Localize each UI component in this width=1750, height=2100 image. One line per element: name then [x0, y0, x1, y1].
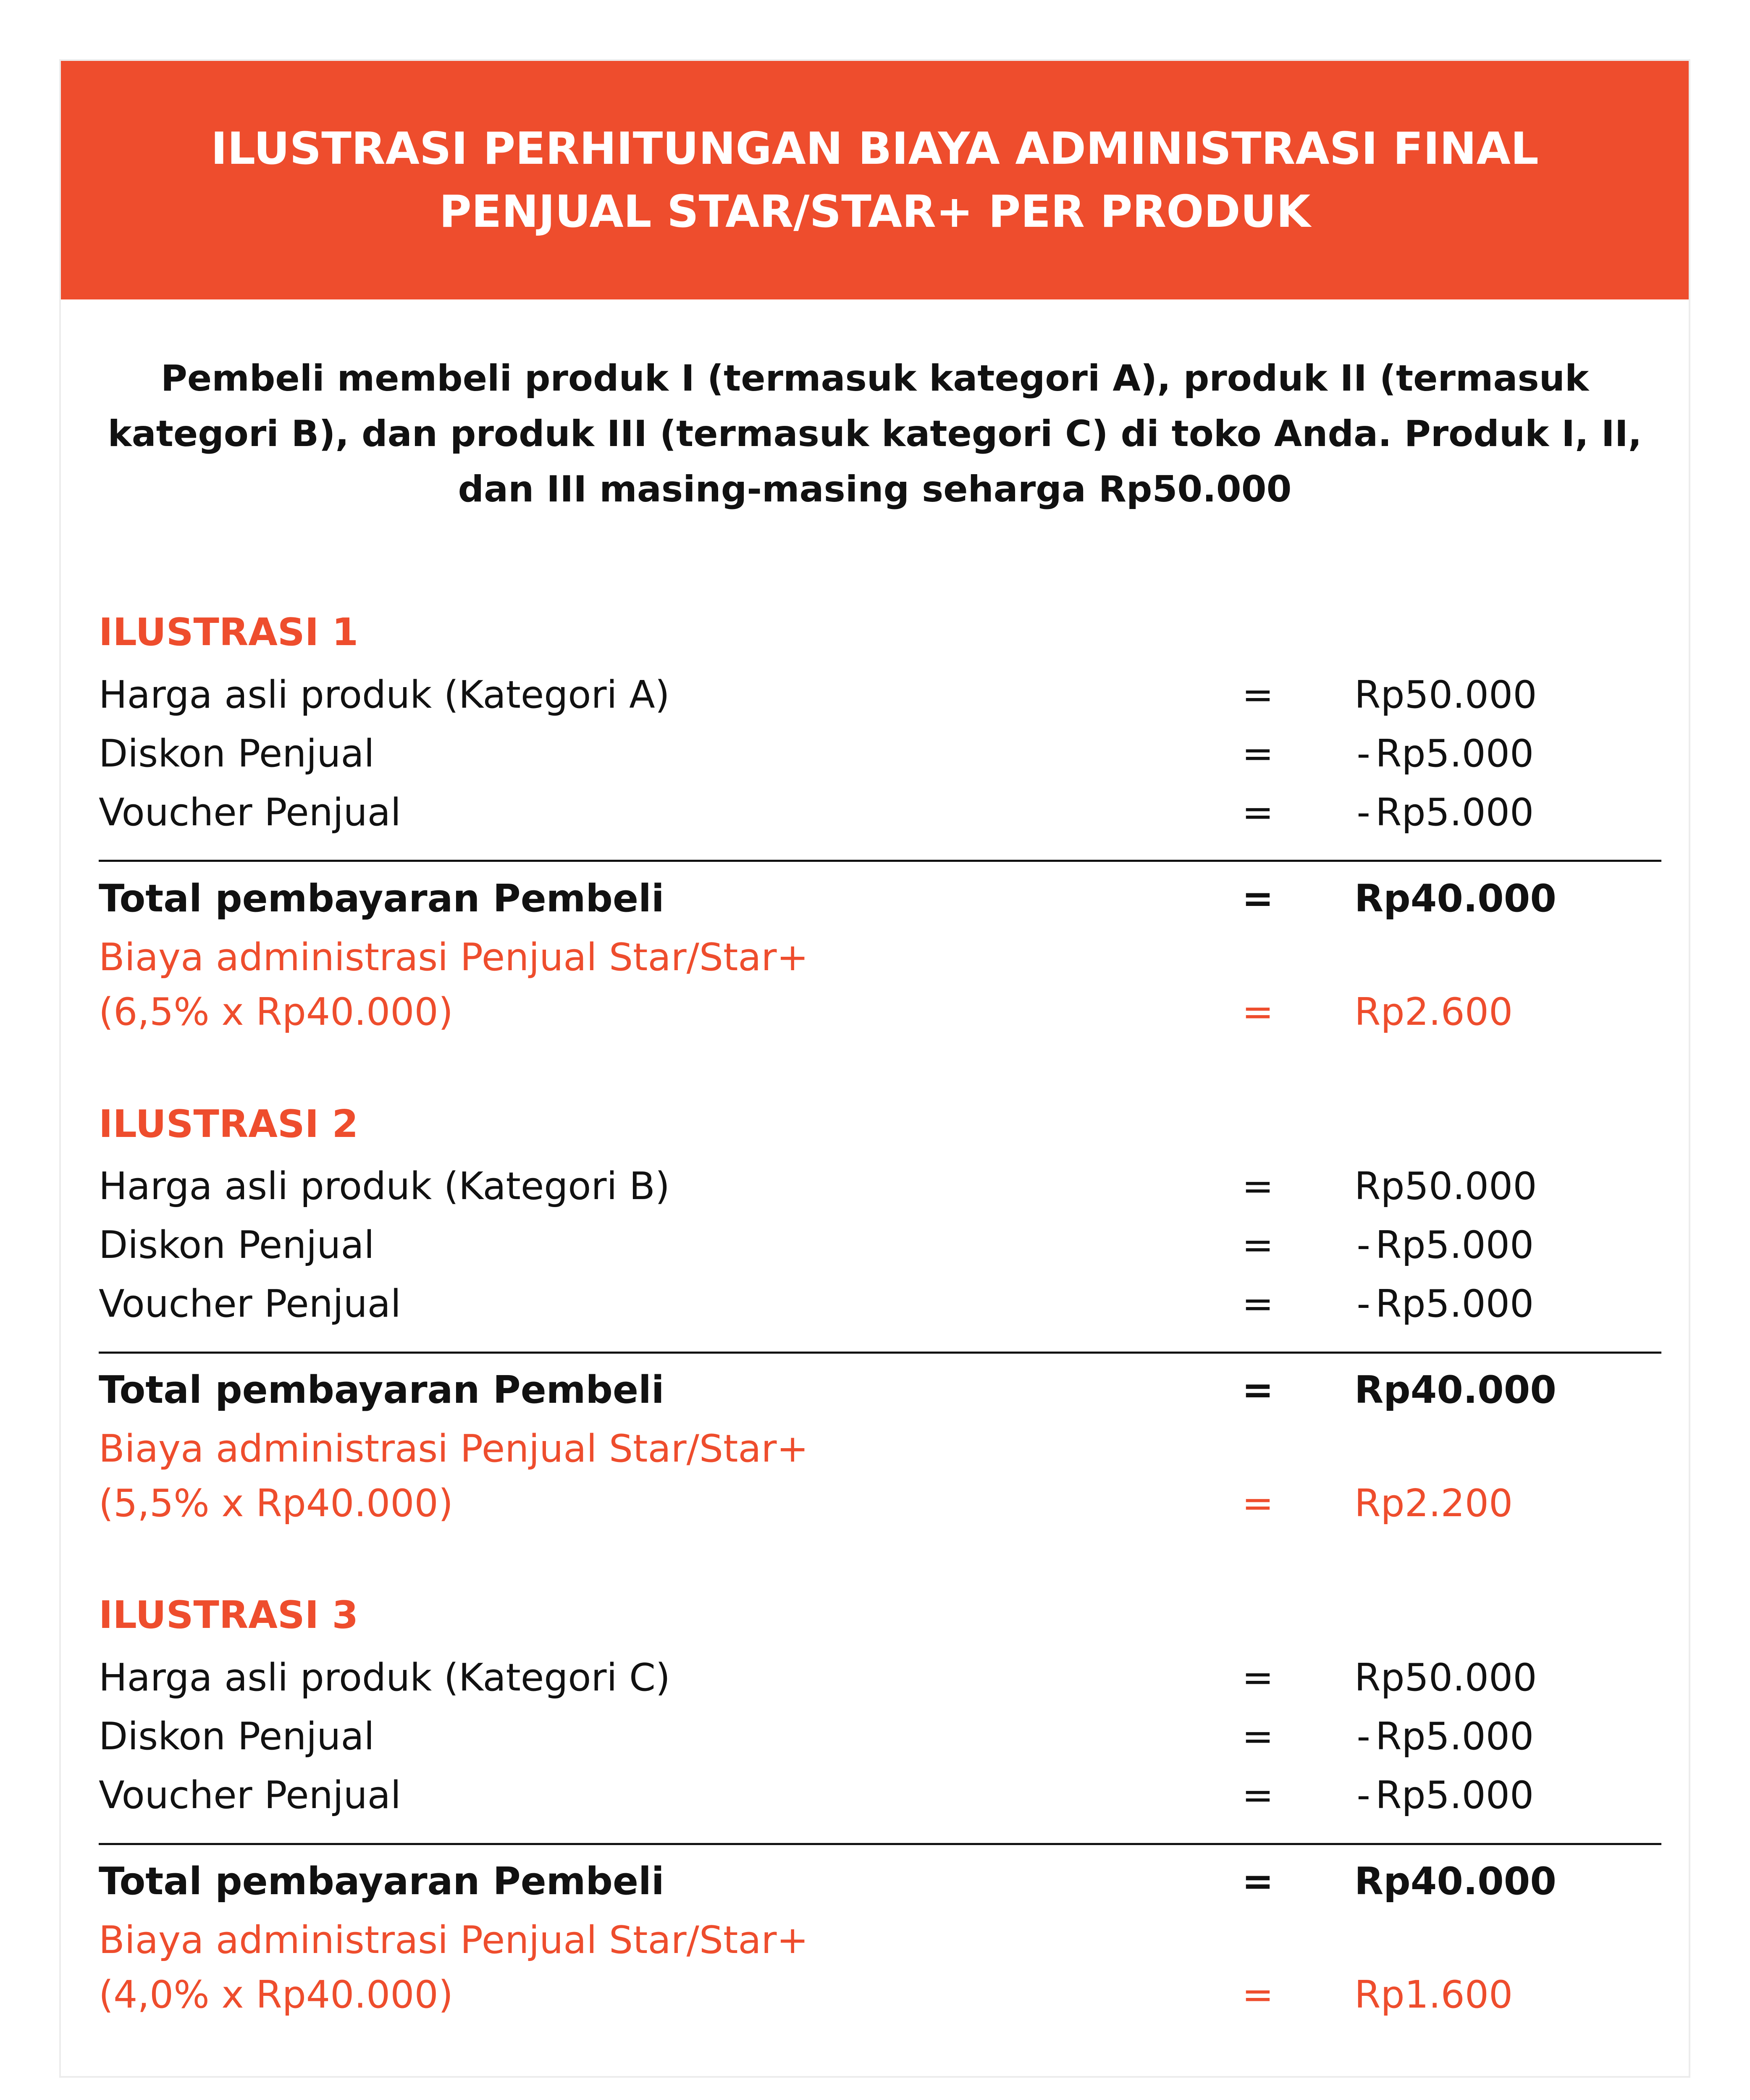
equals-sign: =	[1242, 1282, 1274, 1326]
voucher-value: Rp5.000	[1375, 790, 1534, 835]
total-label: Total pembayaran Pembeli	[99, 877, 664, 921]
intro-line-3: dan III masing-masing seharga Rp50.000	[458, 468, 1292, 510]
illustration-heading: ILUSTRASI 3	[99, 1593, 359, 1637]
discount-row	[61, 729, 1689, 779]
discount-value-group	[1356, 1220, 1534, 1270]
discount-value-group	[1356, 1712, 1534, 1762]
equals-sign: =	[1242, 1656, 1274, 1700]
fee-row	[61, 1970, 1689, 2020]
intro-paragraph	[61, 351, 1689, 517]
equals-sign: =	[1242, 1164, 1274, 1208]
price-label: Harga asli produk (Kategori B)	[99, 1164, 670, 1208]
fee-row	[61, 987, 1689, 1037]
discount-label: Diskon Penjual	[99, 1223, 375, 1267]
voucher-label: Voucher Penjual	[99, 1282, 401, 1326]
fee-label-line-1: Biaya administrasi Penjual Star/Star+	[99, 1918, 808, 1962]
discount-row	[61, 1220, 1689, 1270]
minus-sign: -	[1356, 790, 1370, 835]
minus-sign: -	[1356, 1714, 1370, 1759]
total-value: Rp40.000	[1354, 1368, 1557, 1412]
discount-label: Diskon Penjual	[99, 1714, 375, 1759]
voucher-label: Voucher Penjual	[99, 1773, 401, 1817]
voucher-row	[61, 788, 1689, 838]
voucher-value: Rp5.000	[1375, 1773, 1534, 1817]
voucher-value: Rp5.000	[1375, 1282, 1534, 1326]
equals-sign: =	[1242, 1368, 1274, 1412]
price-value: Rp50.000	[1354, 673, 1537, 717]
minus-sign: -	[1356, 732, 1370, 776]
voucher-row	[61, 1279, 1689, 1329]
fee-value: Rp2.200	[1354, 1481, 1513, 1525]
fee-label-line-2: (4,0% x Rp40.000)	[99, 1973, 453, 2017]
equals-sign: =	[1242, 1714, 1274, 1759]
fee-row	[61, 1478, 1689, 1529]
equals-sign: =	[1242, 673, 1274, 717]
price-row	[61, 1653, 1689, 1703]
voucher-label: Voucher Penjual	[99, 790, 401, 835]
price-value: Rp50.000	[1354, 1164, 1537, 1208]
equals-sign: =	[1242, 790, 1274, 835]
total-value: Rp40.000	[1354, 1859, 1557, 1903]
fee-label-line-2: (5,5% x Rp40.000)	[99, 1481, 453, 1525]
illustration-heading: ILUSTRASI 1	[99, 610, 359, 654]
price-row	[61, 1161, 1689, 1212]
fee-label-row	[61, 1424, 1689, 1474]
equals-sign: =	[1242, 1773, 1274, 1817]
total-row	[61, 1856, 1689, 1907]
fee-label-line-1: Biaya administrasi Penjual Star/Star+	[99, 1427, 808, 1471]
total-value: Rp40.000	[1354, 877, 1557, 921]
divider-line	[99, 1843, 1661, 1845]
discount-value: Rp5.000	[1375, 1223, 1534, 1267]
voucher-value-group	[1356, 1770, 1534, 1821]
equals-sign: =	[1242, 1973, 1274, 2017]
equals-sign: =	[1242, 1223, 1274, 1267]
discount-value: Rp5.000	[1375, 1714, 1534, 1759]
discount-value: Rp5.000	[1375, 732, 1534, 776]
equals-sign: =	[1242, 877, 1274, 921]
voucher-value-group	[1356, 788, 1534, 838]
price-row	[61, 670, 1689, 720]
equals-sign: =	[1242, 1859, 1274, 1903]
intro-line-2: kategori B), dan produk III (termasuk kategori C) di toko Anda. Produk I, II,	[108, 413, 1642, 455]
voucher-value-group	[1356, 1279, 1534, 1329]
equals-sign: =	[1242, 990, 1274, 1034]
fee-label-line-1: Biaya administrasi Penjual Star/Star+	[99, 935, 808, 979]
equals-sign: =	[1242, 732, 1274, 776]
discount-label: Diskon Penjual	[99, 732, 375, 776]
total-row	[61, 874, 1689, 924]
minus-sign: -	[1356, 1223, 1370, 1267]
fee-label-line-2: (6,5% x Rp40.000)	[99, 990, 453, 1034]
fee-label-row	[61, 1915, 1689, 1966]
discount-row	[61, 1712, 1689, 1762]
fee-value: Rp2.600	[1354, 990, 1513, 1034]
page-title-line-2: PENJUAL STAR/STAR+ PER PRODUK	[439, 186, 1311, 237]
title-banner	[61, 61, 1689, 299]
total-row	[61, 1365, 1689, 1415]
illustration-card	[59, 59, 1690, 2078]
discount-value-group	[1356, 729, 1534, 779]
fee-label-row	[61, 932, 1689, 983]
intro-line-1: Pembeli membeli produk I (termasuk kategori A), produk II (termasuk	[160, 357, 1589, 399]
price-label: Harga asli produk (Kategori A)	[99, 673, 670, 717]
total-label: Total pembayaran Pembeli	[99, 1859, 664, 1903]
page-title-line-1: ILUSTRASI PERHITUNGAN BIAYA ADMINISTRASI FINAL	[211, 123, 1539, 174]
illustration-heading: ILUSTRASI 2	[99, 1102, 359, 1146]
minus-sign: -	[1356, 1282, 1370, 1326]
fee-value: Rp1.600	[1354, 1973, 1513, 2017]
voucher-row	[61, 1770, 1689, 1821]
equals-sign: =	[1242, 1481, 1274, 1525]
price-label: Harga asli produk (Kategori C)	[99, 1656, 671, 1700]
total-label: Total pembayaran Pembeli	[99, 1368, 664, 1412]
divider-line	[99, 1352, 1661, 1354]
price-value: Rp50.000	[1354, 1656, 1537, 1700]
minus-sign: -	[1356, 1773, 1370, 1817]
divider-line	[99, 860, 1661, 862]
